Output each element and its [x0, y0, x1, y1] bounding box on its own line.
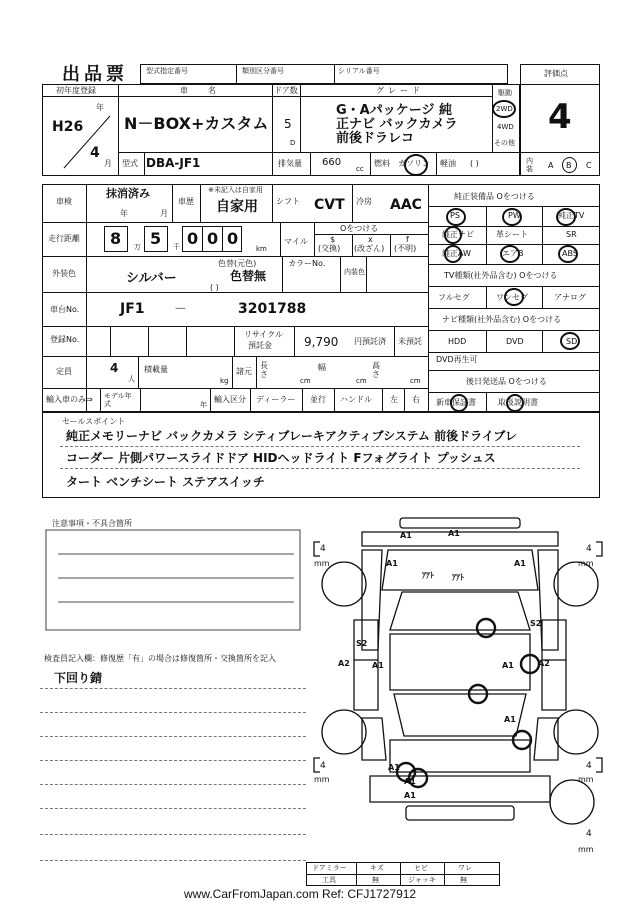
shift-value: CVT — [314, 197, 345, 213]
grade-line1: G・Aパッケージ 純 — [336, 103, 452, 118]
equip-abs-circle — [558, 245, 578, 263]
mark-rear-door-r: A1 — [502, 661, 514, 670]
notes-label: 注意事項・不具合箇所 — [52, 519, 132, 528]
month-label: 月 — [104, 159, 112, 168]
dvd-label: DVD再生可 — [436, 355, 478, 364]
first-reg-label: 初年度登録 — [56, 86, 96, 95]
tire-fr-value: 4 — [586, 544, 592, 554]
tv-oneseg-circle — [504, 288, 524, 306]
later-manual-circle — [506, 394, 524, 412]
model-year-unit: 年 — [200, 401, 207, 409]
mark-quarter-r: A1 — [504, 715, 516, 724]
tv-oneseg: ワンセグ — [496, 293, 528, 302]
tv-fullseg: フルセグ — [438, 293, 470, 302]
handle-label: ハンドル — [340, 395, 372, 404]
history-value: 自家用 — [216, 199, 258, 215]
mark-door-r: S2 — [530, 619, 542, 628]
mark-rear-bumper: A1 — [404, 777, 416, 786]
equip-aw: 純正AW — [442, 249, 471, 258]
mark-fender-l: A1 — [386, 559, 398, 568]
equip-pw-circle — [502, 208, 522, 226]
model-value: DBA-JF1 — [146, 156, 201, 170]
dim-wid-cm: cm — [356, 377, 367, 385]
legend-tools: 工具 — [322, 876, 336, 884]
navi-hdd: HDD — [448, 337, 467, 346]
first-reg-year: H26 — [52, 119, 84, 135]
later-warranty: 新車保証書 — [436, 398, 476, 407]
tire-rr-value: 4 — [586, 761, 592, 771]
equip-title: 純正装備品 Oをつける — [454, 192, 535, 201]
tire-rr-unit: mm — [578, 775, 594, 784]
later-manual: 取扱説明書 — [498, 398, 538, 407]
ac-label: 冷房 — [356, 197, 372, 206]
disp-value: 660 — [322, 157, 342, 168]
mileage-sen: 千 — [173, 243, 180, 251]
grade-line3: 前後ドラレコ — [336, 131, 415, 146]
interior-color-label: 内装色 — [344, 268, 365, 276]
drive-label: 駆動 — [498, 89, 512, 97]
interior-a: A — [548, 161, 554, 170]
mark-side-l: A2 — [338, 659, 350, 668]
legend-col-mirror: ドアミラー — [312, 864, 347, 872]
tire-rl-value: 4 — [320, 761, 326, 771]
car-name-label: 車名 — [180, 86, 236, 95]
car-name: N－BOX+カスタム — [124, 114, 269, 133]
shift-label: シフト — [276, 197, 300, 206]
mark-front-bumper-r: A1 — [448, 529, 460, 538]
legend-col-crack: ヒビ — [414, 864, 428, 872]
doors-value: 5 — [284, 117, 292, 131]
navi-sd: SD — [566, 337, 578, 346]
legend-col-break: ワレ — [458, 864, 472, 872]
import-label: 輸入車のみ⇒ — [46, 395, 93, 404]
load-unit: kg — [220, 377, 229, 385]
tire-fl-value: 4 — [320, 544, 326, 554]
sales-line3: タート ベンチシート ステアスイッチ — [66, 475, 265, 489]
mark-door-l: S2 — [356, 639, 368, 648]
color-orig-value: 色替無 — [230, 269, 267, 283]
sales-line1: 純正メモリーナビ バックカメラ シティブレーキアクティブシステム 前後ドライブレ — [66, 429, 517, 443]
mark-fender-r: A1 — [514, 559, 526, 568]
mark-hood-1: ｱｱﾄ — [422, 571, 434, 580]
mark-rear-bumper-2: A1 — [404, 791, 416, 800]
equip-pw: PW — [508, 211, 521, 220]
mileage-man: 万 — [134, 243, 141, 251]
type-cert-label: 型式指定番号 — [146, 67, 188, 75]
year-label: 年 — [96, 103, 104, 112]
navi-dvd: DVD — [506, 337, 524, 346]
color-orig-label: 色替(元色) — [218, 259, 257, 268]
color-value: シルバー — [126, 271, 177, 286]
fuel-diesel: 軽油 — [440, 159, 456, 168]
handle-right: 右 — [412, 395, 420, 404]
tire-fl-unit: mm — [314, 559, 330, 568]
equip-sr: SR — [566, 230, 577, 239]
mile-opt3b: (不明) — [394, 244, 417, 253]
dim-hei: 高さ — [372, 361, 380, 379]
inspection-month: 月 — [160, 209, 168, 218]
inspection-label: 車検 — [56, 197, 72, 206]
equip-aw-circle — [444, 245, 462, 263]
dim-hei-cm: cm — [410, 377, 421, 385]
equip-tv-circle — [556, 208, 576, 226]
chassis-dash: － — [174, 302, 188, 317]
legend-jack-value: 無 — [460, 876, 467, 884]
chassis-num: 3201788 — [238, 301, 307, 317]
inspector-value: 下回り錆 — [54, 671, 103, 685]
equip-airbag: エアB — [502, 249, 524, 258]
drive-2wd-circle — [492, 100, 516, 118]
color-no-label: カラーNo. — [288, 259, 326, 268]
legend-col-scratch: キズ — [370, 864, 384, 872]
interior-label: 内装 — [526, 157, 533, 173]
serial-label: シリアル番号 — [338, 67, 380, 75]
import-dealer: ディーラー — [256, 395, 296, 404]
mileage-digit-3: 0 — [187, 229, 199, 248]
drive-2wd: 2WD — [496, 105, 513, 113]
mileage-digit-5: 0 — [227, 229, 239, 248]
first-reg-month: 4 — [90, 145, 100, 161]
interior-b-circle — [562, 157, 577, 173]
model-label: 型式 — [122, 159, 138, 168]
equip-leather: 革シート — [496, 230, 528, 239]
grade-line2: 正ナビ バックカメラ — [336, 117, 458, 132]
disp-unit: cc — [356, 165, 364, 173]
tire-fr-unit: mm — [578, 559, 594, 568]
equip-airbag-circle — [500, 245, 520, 263]
recycle-value: 9,790 — [304, 335, 339, 349]
footer-ref: www.CarFromJapan.com Ref: CFJ1727912 — [184, 887, 417, 901]
notes-box — [38, 526, 308, 634]
mileage-digit-4: 0 — [207, 229, 219, 248]
mileage-digit-2: 5 — [150, 229, 162, 248]
tire-spare-value: 4 — [586, 829, 592, 839]
import-parallel: 並行 — [310, 395, 326, 404]
mile-label: マイル — [284, 237, 308, 246]
mileage-label: 走行距離 — [48, 234, 80, 243]
legend-tools-value: 無 — [372, 876, 379, 884]
mile-opt1: $ — [330, 235, 336, 244]
cap-value: 4 — [110, 361, 119, 375]
later-title: 後日発送品 Oをつける — [466, 377, 547, 386]
car-diagram — [310, 510, 610, 840]
mile-opt3: f — [406, 235, 409, 244]
equip-navi-circle — [444, 226, 462, 244]
load-label: 積載量 — [144, 365, 168, 374]
inspection-value: 抹消済み — [106, 187, 150, 200]
history-note: ※未記入は自家用 — [208, 186, 263, 194]
equip-navi: 純正ナビ — [442, 230, 474, 239]
equip-ps: PS — [450, 211, 460, 220]
dim-len-cm: cm — [300, 377, 311, 385]
drive-4wd: 4WD — [497, 123, 514, 131]
grade-label: グレード — [376, 86, 424, 95]
mark-side-r: A2 — [538, 659, 550, 668]
top-id-row — [140, 64, 508, 84]
inspection-year: 年 — [120, 209, 128, 218]
navi-sd-circle — [560, 332, 580, 350]
tire-spare-unit: mm — [578, 845, 594, 854]
class-label: 類別区分番号 — [242, 67, 284, 75]
handle-left: 左 — [390, 395, 398, 404]
import-class-label: 輸入区分 — [214, 395, 246, 404]
mark-hood-2: ｱｱﾄ — [452, 573, 464, 582]
mark-rear-door-l: A1 — [372, 661, 384, 670]
later-warranty-circle — [450, 394, 468, 412]
equip-abs: ABS — [562, 249, 578, 258]
fuel-gas: ガソリン — [398, 159, 430, 168]
sales-line2: コーダー 片側パワースライドドア HIDヘッドライト Fフォグライト プッシュス — [66, 451, 496, 465]
legend-jack: ジャッキ — [408, 876, 436, 884]
doors-label: ドア数 — [274, 86, 298, 95]
cap-label: 定員 — [56, 367, 72, 376]
mileage-digit-1: 8 — [110, 229, 122, 248]
tire-rl-unit: mm — [314, 775, 330, 784]
recycle-un: 未預託 — [398, 337, 422, 346]
score-value: 4 — [548, 97, 572, 137]
mile-opt2b: (改ざん) — [354, 244, 385, 253]
sales-label: セールスポイント — [62, 417, 126, 426]
mile-opt2: x — [368, 235, 373, 244]
fuel-label: 燃料 — [374, 159, 390, 168]
tv-analog: アナログ — [554, 293, 586, 302]
dim-label: 諸元 — [236, 367, 252, 376]
dim-len: 長さ — [260, 361, 268, 379]
model-year-label: モデル年式 — [104, 392, 132, 409]
fuel-paren: ( ) — [470, 159, 479, 168]
color-label: 外装色 — [52, 269, 76, 278]
color-orig-paren: ( ) — [210, 283, 219, 292]
form-title: 出品票 — [62, 64, 128, 85]
ac-value: AAC — [390, 197, 422, 213]
dim-wid: 幅 — [318, 363, 326, 372]
mile-circle-note: Oをつける — [340, 224, 379, 233]
history-label: 車歴 — [178, 197, 194, 206]
reg-label: 登録No. — [50, 335, 80, 344]
drive-other: その他 — [494, 139, 515, 147]
score-label: 評価点 — [544, 69, 568, 78]
recycle-label1: リサイクル — [244, 330, 283, 339]
fuel-gas-circle — [404, 154, 428, 176]
mile-opt1b: (交換) — [318, 244, 341, 253]
navi-title: ナビ種類(社外品含む) Oをつける — [442, 315, 562, 324]
mark-trunk-l: A1 — [388, 763, 400, 772]
equip-tv: 純正TV — [558, 211, 585, 220]
interior-c: C — [586, 161, 592, 170]
chassis-prefix: JF1 — [120, 301, 145, 317]
disp-label: 排気量 — [278, 159, 302, 168]
chassis-label: 車台No. — [50, 305, 80, 314]
mark-front-bumper-l: A1 — [400, 531, 412, 540]
recycle-unit: 円預託済 — [354, 337, 386, 346]
tv-title: TV種類(社外品含む) Oをつける — [444, 271, 558, 280]
interior-b: B — [566, 161, 572, 170]
mileage-unit: km — [256, 245, 267, 253]
doors-suffix: D — [290, 139, 296, 147]
recycle-label2: 預託金 — [248, 341, 272, 350]
equip-ps-circle — [446, 208, 466, 226]
inspector-label: 検査員記入欄：修復歴「有」の場合は修復箇所・交換箇所を記入 — [44, 654, 276, 663]
cap-unit: 人 — [128, 375, 135, 383]
